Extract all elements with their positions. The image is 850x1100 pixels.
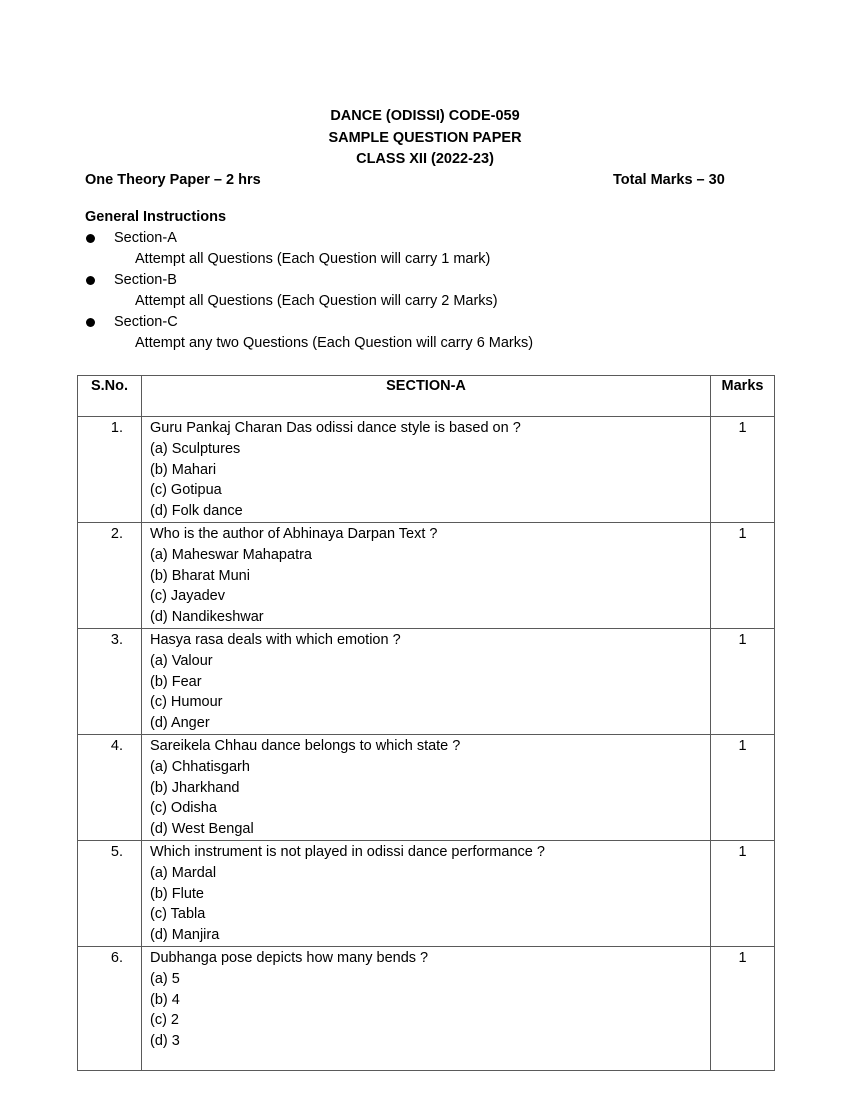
table-row xyxy=(78,628,775,734)
questions-table xyxy=(77,375,775,1071)
instruction-section: Section-C xyxy=(114,314,178,330)
total-marks: Total Marks – 30 xyxy=(613,172,725,188)
option: (a) 5 xyxy=(150,970,180,987)
question-marks: 1 xyxy=(711,734,775,840)
table-row xyxy=(78,734,775,840)
option: (a) Maheswar Mahapatra xyxy=(150,546,312,563)
table-row xyxy=(78,840,775,946)
instruction-section: Section-B xyxy=(114,272,177,288)
bullet-icon xyxy=(86,234,95,243)
header-sno: S.No. xyxy=(78,376,142,417)
option: (b) Jharkhand xyxy=(150,779,240,796)
option: (a) Mardal xyxy=(150,864,217,881)
question-number: 4. xyxy=(78,734,142,840)
instruction-text: Attempt all Questions (Each Question will carry 2 Marks) xyxy=(135,293,498,309)
option: (d) Manjira xyxy=(150,927,220,944)
option: (c) Jayadev xyxy=(150,588,225,605)
header-section: SECTION-A xyxy=(142,376,711,417)
question-cell xyxy=(142,946,711,1070)
question-text: Which instrument is not played in odissi dance performance ? xyxy=(150,843,545,860)
table-header xyxy=(78,376,775,417)
option: (c) Tabla xyxy=(150,906,206,923)
option: (c) Gotipua xyxy=(150,482,222,499)
option: (a) Sculptures xyxy=(150,440,241,457)
bullet-icon xyxy=(86,318,95,327)
question-number: 5. xyxy=(78,840,142,946)
option: (d) 3 xyxy=(150,1033,180,1050)
question-marks: 1 xyxy=(711,628,775,734)
option: (d) Nandikeshwar xyxy=(150,609,264,626)
instructions-heading: General Instructions xyxy=(85,209,227,225)
question-cell xyxy=(142,417,711,523)
option: (a) Valour xyxy=(150,652,213,669)
option: (b) Flute xyxy=(150,885,204,902)
paper-title: DANCE (ODISSI) CODE-059 xyxy=(330,108,520,124)
option: (c) 2 xyxy=(150,1012,179,1029)
option: (d) Folk dance xyxy=(150,503,243,520)
option: (b) Fear xyxy=(150,673,202,690)
table-row xyxy=(78,417,775,523)
question-number: 2. xyxy=(78,522,142,628)
option: (a) Chhatisgarh xyxy=(150,758,250,775)
paper-duration: One Theory Paper – 2 hrs xyxy=(85,172,261,188)
question-text: Who is the author of Abhinaya Darpan Text ? xyxy=(150,525,438,542)
question-number: 3. xyxy=(78,628,142,734)
instruction-text: Attempt all Questions (Each Question will carry 1 mark) xyxy=(135,251,491,267)
table-row xyxy=(78,946,775,1070)
question-marks: 1 xyxy=(711,417,775,523)
option: (d) West Bengal xyxy=(150,821,254,838)
instruction-text: Attempt any two Questions (Each Question will carry 6 Marks) xyxy=(135,335,534,351)
option: (b) 4 xyxy=(150,991,180,1008)
bullet-icon xyxy=(86,276,95,285)
option: (b) Mahari xyxy=(150,461,217,478)
question-marks: 1 xyxy=(711,522,775,628)
question-text: Hasya rasa deals with which emotion ? xyxy=(150,631,401,648)
option: (b) Bharat Muni xyxy=(150,567,250,584)
question-cell xyxy=(142,522,711,628)
question-cell xyxy=(142,628,711,734)
instruction-section: Section-A xyxy=(114,230,177,246)
question-text: Sareikela Chhau dance belongs to which state ? xyxy=(150,737,461,754)
option: (c) Humour xyxy=(150,694,223,711)
question-cell xyxy=(142,840,711,946)
question-cell xyxy=(142,734,711,840)
option: (c) Odisha xyxy=(150,800,217,817)
option: (d) Anger xyxy=(150,715,210,732)
question-number: 1. xyxy=(78,417,142,523)
table-row xyxy=(78,522,775,628)
question-marks: 1 xyxy=(711,840,775,946)
question-marks: 1 xyxy=(711,946,775,1070)
question-number: 6. xyxy=(78,946,142,1070)
header-marks: Marks xyxy=(711,376,775,417)
question-text: Guru Pankaj Charan Das odissi dance style is based on ? xyxy=(150,420,521,436)
question-text: Dubhanga pose depicts how many bends ? xyxy=(150,949,429,966)
paper-subtitle: SAMPLE QUESTION PAPER xyxy=(328,130,522,146)
class-label: CLASS XII (2022-23) xyxy=(356,151,494,167)
